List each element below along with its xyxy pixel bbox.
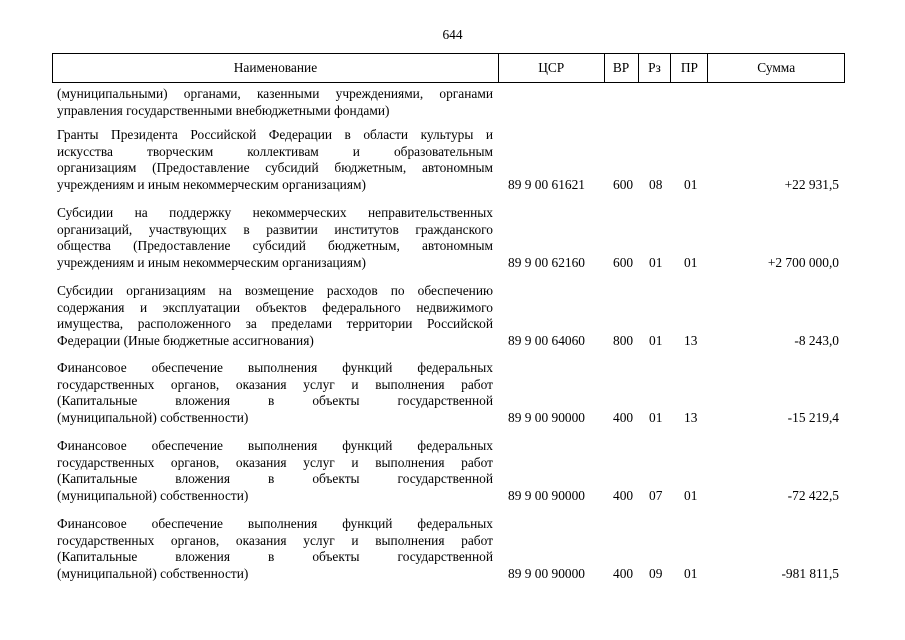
row-name-line: организаций, участвующих в развитии институтов гражданского <box>57 221 493 237</box>
row-name <box>57 516 493 582</box>
row-rz: 09 <box>649 565 663 581</box>
row-rz: 07 <box>649 487 663 503</box>
row-sum: +2 700 000,0 <box>767 254 839 270</box>
row-sum: -981 811,5 <box>781 565 839 581</box>
row-pr: 13 <box>684 332 698 348</box>
row-name-line: Финансовое обеспечение выполнения функций федеральных <box>57 438 493 453</box>
row-name-line: содержания и эксплуатации объектов федерального недвижимого <box>57 299 493 315</box>
row-rz: 01 <box>649 332 663 348</box>
row-name-line: Гранты Президента Российской Федерации в области культуры и <box>57 127 493 142</box>
row-name-line: государственных органов, оказания услуг и выполнения работ <box>57 376 493 392</box>
row-name <box>57 360 493 426</box>
header-sum: Сумма <box>757 60 796 75</box>
row-csr: 89 9 00 90000 <box>508 487 585 503</box>
page-number: 644 <box>442 27 463 42</box>
row-rz: 08 <box>649 176 663 192</box>
row-name-line: управления государственными внебюджетными фондами) <box>57 102 390 118</box>
row-csr: 89 9 00 90000 <box>508 565 585 581</box>
row-name-line: (Капитальные вложения в объекты государственной <box>57 471 493 486</box>
row-name-line: Федерации (Иные бюджетные ассигнования) <box>57 332 314 348</box>
row-sum: -72 422,5 <box>787 487 839 503</box>
row-name-line: имущества, расположенного за пределами территории Российской <box>57 316 493 331</box>
row-name-line: государственных органов, оказания услуг и выполнения работ <box>57 532 493 548</box>
row-name <box>57 127 493 193</box>
row-rz: 01 <box>649 409 663 425</box>
row-vr: 400 <box>613 487 634 503</box>
row-name-line: искусства творческим коллективам и образовательным <box>57 143 493 159</box>
row-name <box>57 86 493 119</box>
row-name-line: учреждениям и иным некоммерческим организациям) <box>57 176 366 192</box>
row-sum: +22 931,5 <box>784 176 839 192</box>
header-name: Наименование <box>53 54 499 82</box>
row-name <box>57 283 493 349</box>
row-vr: 800 <box>613 332 634 348</box>
row-name-line: (муниципальной) собственности) <box>57 409 249 425</box>
header-csr: ЦСР <box>499 54 605 82</box>
table-header <box>52 53 845 83</box>
row-sum: -15 219,4 <box>787 409 839 425</box>
row-vr: 600 <box>613 176 634 192</box>
row-name <box>57 205 493 271</box>
row-name-line: общества (Предоставление субсидий бюджетным, автономным <box>57 238 493 253</box>
row-pr: 13 <box>684 409 698 425</box>
row-csr: 89 9 00 61621 <box>508 176 585 192</box>
header-vr: ВР <box>605 54 639 82</box>
row-name <box>57 438 493 504</box>
header-pr: ПР <box>671 54 708 82</box>
row-vr: 400 <box>613 565 634 581</box>
row-name-line: государственных органов, оказания услуг и выполнения работ <box>57 454 493 470</box>
row-name-line: (Капитальные вложения в объекты государственной <box>57 549 493 564</box>
row-name-line: Финансовое обеспечение выполнения функций федеральных <box>57 516 493 531</box>
row-name-line: Субсидии на поддержку некоммерческих неправительственных <box>57 205 493 220</box>
header-rz: Рз <box>639 54 672 82</box>
row-name-line: организациям (Предоставление субсидий бюджетным, автономным <box>57 160 493 175</box>
row-pr: 01 <box>684 565 698 581</box>
row-rz: 01 <box>649 254 663 270</box>
row-name-line: (муниципальной) собственности) <box>57 565 249 581</box>
row-pr: 01 <box>684 254 698 270</box>
row-pr: 01 <box>684 487 698 503</box>
row-vr: 600 <box>613 254 634 270</box>
row-name-line: Финансовое обеспечение выполнения функций федеральных <box>57 360 493 375</box>
row-csr: 89 9 00 64060 <box>508 332 585 348</box>
row-csr: 89 9 00 90000 <box>508 409 585 425</box>
row-csr: 89 9 00 62160 <box>508 254 585 270</box>
row-name-line: Субсидии организациям на возмещение расходов по обеспечению <box>57 283 493 298</box>
row-name-line: (муниципальной) собственности) <box>57 487 249 503</box>
row-name-line: (Капитальные вложения в объекты государственной <box>57 393 493 408</box>
row-sum: -8 243,0 <box>794 332 839 348</box>
row-vr: 400 <box>613 409 634 425</box>
row-name-line: учреждениям и иным некоммерческим организациям) <box>57 254 366 270</box>
row-name-line: (муниципальными) органами, казенными учреждениями, органами <box>57 86 493 101</box>
row-pr: 01 <box>684 176 698 192</box>
